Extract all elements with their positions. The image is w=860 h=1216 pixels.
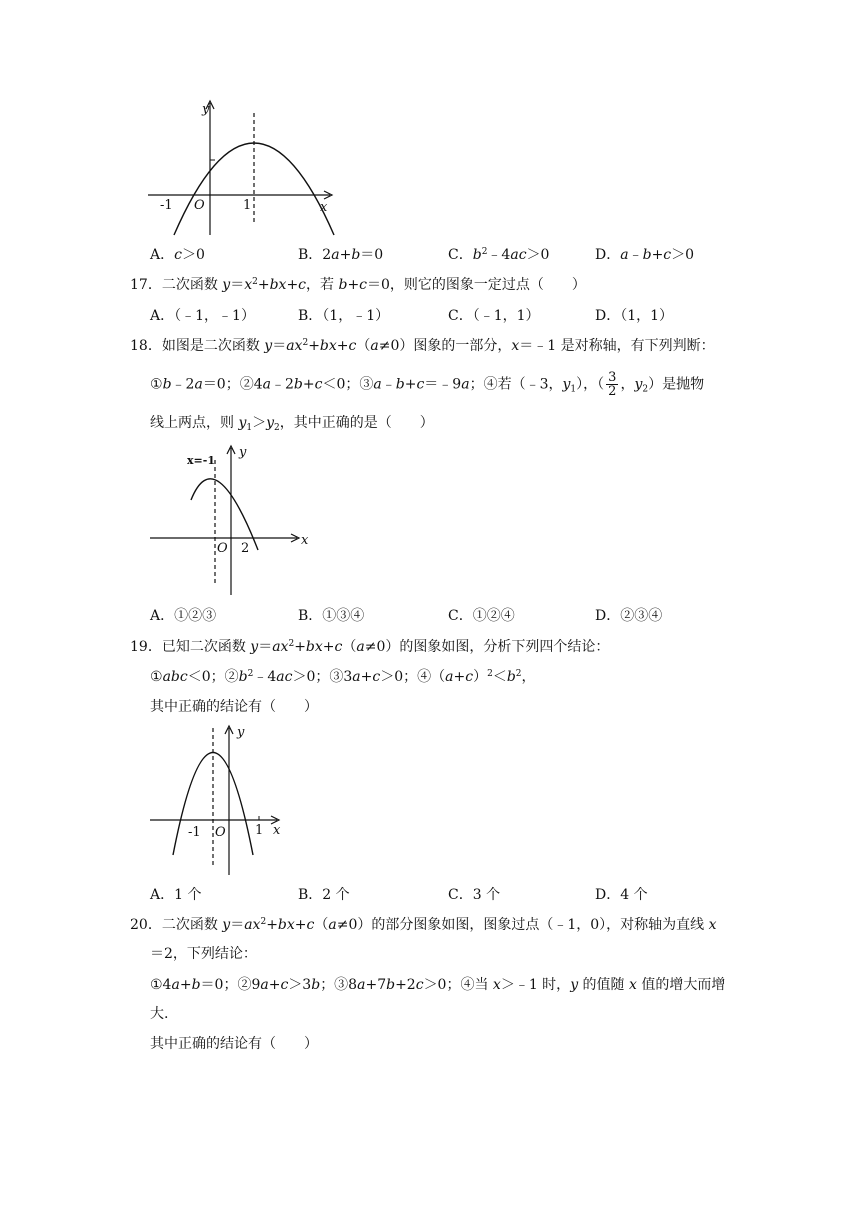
tick-label-neg1: -1 — [160, 198, 173, 213]
q19-graph — [145, 720, 295, 880]
q17-option-c[interactable]: C．（﹣1，1） — [448, 308, 540, 324]
q17-option-b[interactable]: B．（1，﹣1） — [298, 308, 390, 324]
q16-option-d[interactable]: D．a﹣b+c＞0 — [595, 247, 695, 263]
q16-option-b[interactable]: B．2a+b＝0 — [298, 247, 384, 263]
x-axis-label: x — [320, 200, 328, 215]
tick-label-neg1: -1 — [188, 825, 201, 840]
symmetry-label: x=-1 — [187, 454, 215, 467]
q18-option-b[interactable]: B．①③④ — [298, 608, 365, 624]
q18-graph — [145, 440, 315, 600]
y-axis-label: y — [239, 445, 247, 460]
q19-stem-line1: 19．已知二次函数 $y=ax^2+bx+c(a\ne 0)$的图象如图，分析下列四个结论： — [130, 639, 610, 655]
y-axis-label: y — [237, 725, 245, 740]
q16-graph — [140, 95, 350, 245]
q19-option-d[interactable]: D．4 个 — [595, 887, 648, 903]
parabola — [173, 753, 253, 856]
origin-label: O — [217, 541, 228, 556]
tick-label-2: 2 — [241, 541, 250, 556]
q19-option-a[interactable]: A．1 个 — [150, 887, 202, 903]
q18-stem-line3: 线上两点，则 $y_1>y_2$，其中正确的是（ ） — [150, 415, 434, 433]
origin-label: O — [215, 825, 226, 840]
parabola — [191, 479, 258, 550]
q18-option-c[interactable]: C．①②④ — [448, 608, 515, 624]
q20-stem-line2: ＝2，下列结论： — [150, 946, 257, 962]
x-axis-label: x — [273, 823, 281, 838]
q20-stem-line3: ①4a+b＝0；②9a+c＞3b；③8a+7b+2c＞0；④当 x＞﹣1 时，y 的值随 x 值的增大而增 — [150, 977, 726, 993]
tick-label-1: 1 — [255, 823, 264, 838]
q17-option-a[interactable]: A．（﹣1，﹣1） — [150, 308, 255, 324]
q20-stem-line5: 其中正确的结论有（ ） — [150, 1036, 318, 1052]
origin-label: O — [194, 198, 205, 213]
q18-stem-line1: 18．如图是二次函数 $y=ax^2+bx+c(a\ne 0)$图象的一部分，x＝﹣1 是对称轴，有下列判断： — [130, 338, 715, 354]
x-axis-label: x — [301, 533, 309, 548]
q18-option-d[interactable]: D．②③④ — [595, 608, 663, 624]
q19-option-b[interactable]: B．2 个 — [298, 887, 350, 903]
q17-option-d[interactable]: D．（1，1） — [595, 308, 674, 324]
q20-stem-line4: 大. — [150, 1006, 169, 1022]
q16-option-a[interactable]: A．c＞0 — [150, 247, 205, 263]
fraction-3-2: $\frac{3}{2}$ — [608, 370, 617, 399]
q18-option-a[interactable]: A．①②③ — [150, 608, 217, 624]
q17-stem: 17．二次函数 $y=x^2+bx+c$，若 b+c＝0，则它的图象一定过点（ ） — [130, 277, 586, 293]
q19-stem-line3: 其中正确的结论有（ ） — [150, 699, 318, 715]
q19-stem-line2: ①abc＜0；$②b^2﹣4ac>0$；③3a+c＞0；$④(a+c)^2<b^2$， — [150, 669, 536, 685]
q16-option-c[interactable]: C．$b^2﹣4ac>0$ — [448, 247, 550, 263]
q20-stem-line1: 20．二次函数 $y=ax^2+bx+c(a\ne 0)$的部分图象如图，图象过点（﹣1，0），对称轴为直线 x — [130, 917, 717, 933]
tick-label-1: 1 — [243, 198, 252, 213]
q18-stem-line2: ①b﹣2a＝0；②4a﹣2b+c＜0；③a﹣b+c＝﹣9a；④若（﹣3，$y_1$），（ $\frac{3}{2}$ ，$y_2$）是抛物 — [150, 370, 705, 399]
y-axis-label: y — [202, 102, 210, 117]
q19-option-c[interactable]: C．3 个 — [448, 887, 501, 903]
